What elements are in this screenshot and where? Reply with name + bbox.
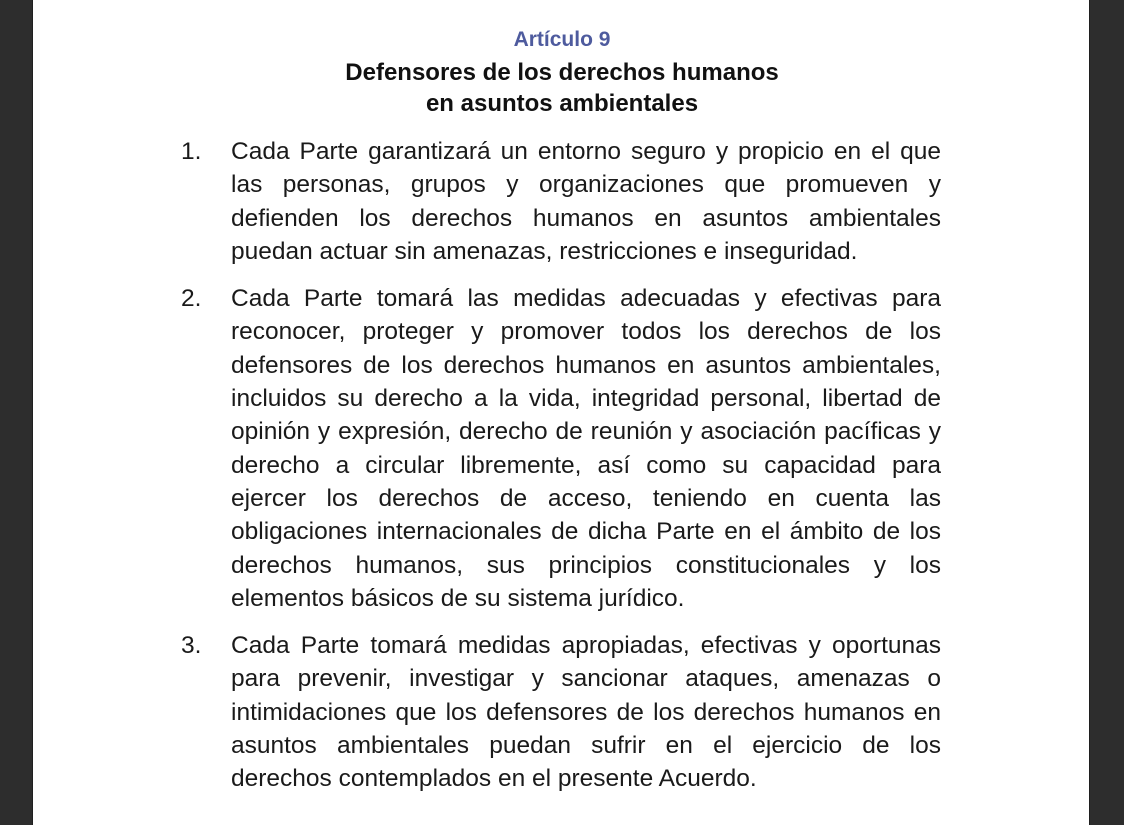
article-title-line-1: Defensores de los derechos humanos	[345, 59, 779, 86]
article-title	[0, 57, 1124, 119]
item-text: Cada Parte garantizará un entorno seguro y propicio en el que las personas, grupos y organizaciones que promueven y defienden los derechos humanos en asuntos ambientales puedan actuar sin amenazas, restricciones e inseguridad.	[231, 138, 941, 265]
item-text: Cada Parte tomará las medidas adecuadas y efectivas para reconocer, proteger y promover todos los derechos de los defensores de los derechos humanos en asuntos ambientales, incluidos su derecho a la vida, integridad personal, libertad de opinión y expresión, derecho de reunión y asociación pacíficas y derecho a circular libremente, así como su capacidad para ejercer los derechos de acceso, teniendo en cuenta las obligaciones internacionales de dicha Parte en el ámbito de los derechos humanos, sus principios constitucionales y los elementos básicos de su sistema jurídico.	[231, 285, 941, 612]
article-number: Artículo 9	[513, 28, 611, 51]
list-item	[181, 282, 941, 615]
list-item	[181, 135, 941, 268]
article-title-line-2: en asuntos ambientales	[425, 90, 699, 117]
item-number: 2.	[181, 285, 202, 313]
list-item	[181, 629, 941, 795]
item-text: Cada Parte tomará medidas apropiadas, efectivas y oportunas para prevenir, investigar y sancionar ataques, amenazas o intimidaciones que los defensores de los derechos humanos en asuntos ambientales puedan sufrir en el ejercicio de los derechos contemplados en el presente Acuerdo.	[231, 632, 941, 793]
article-items-list	[181, 135, 941, 810]
document-page	[33, 0, 1089, 825]
item-number: 3.	[181, 632, 202, 660]
item-number: 1.	[181, 138, 202, 165]
